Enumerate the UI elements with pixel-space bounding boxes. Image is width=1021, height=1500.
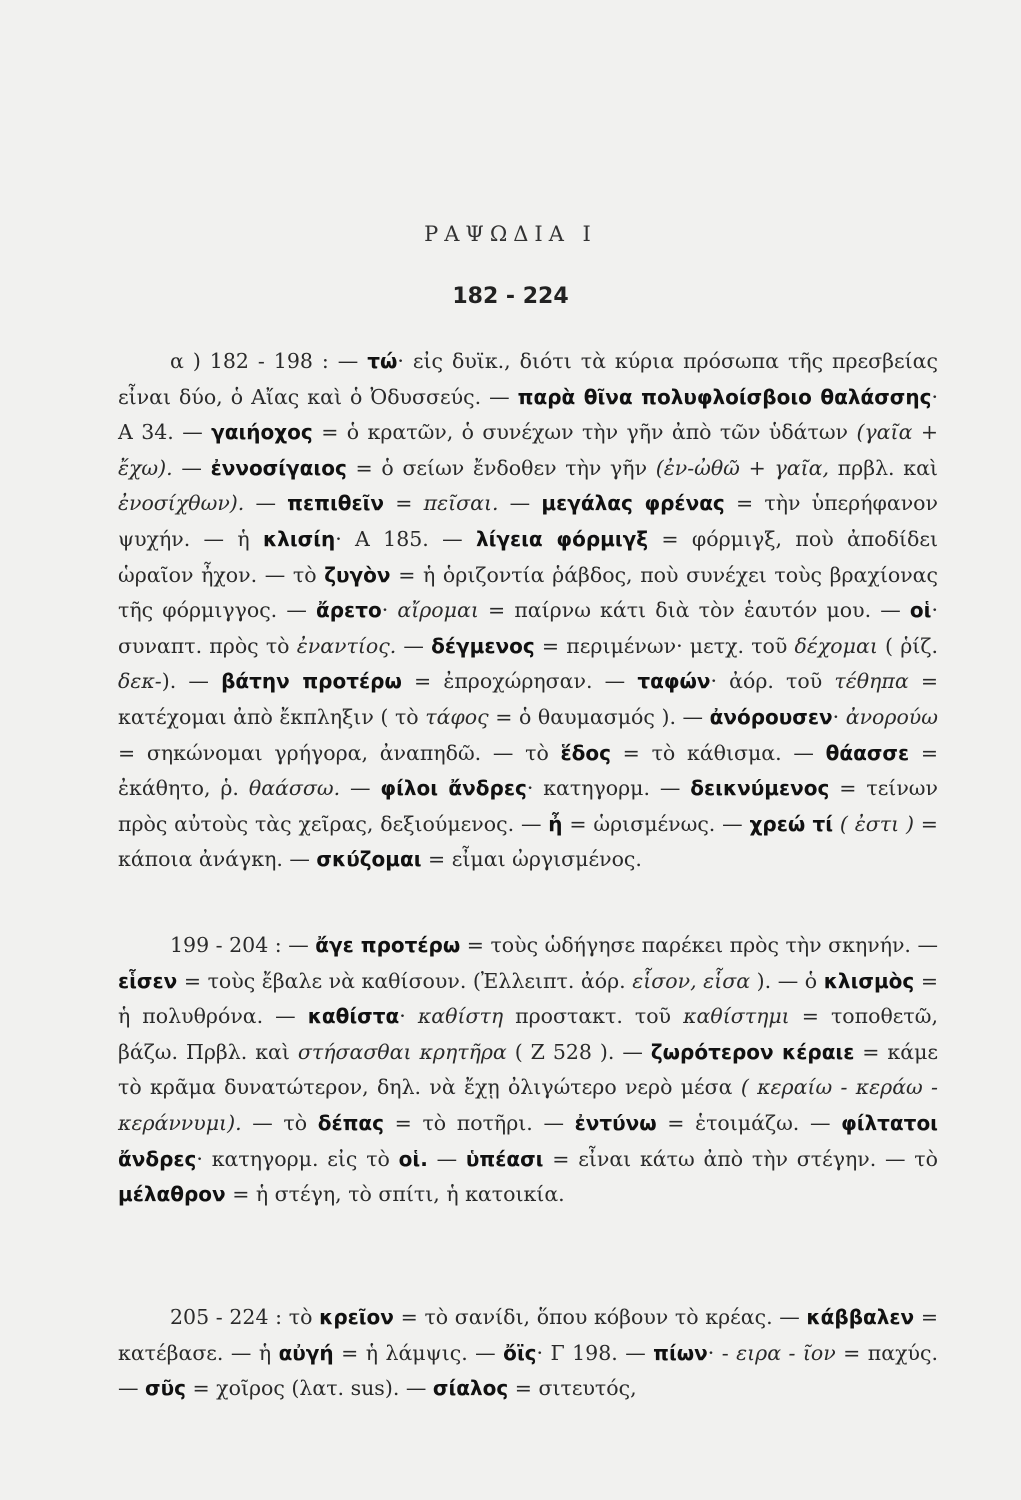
gloss-text: = παίρνω κάτι διὰ τὸν ἑαυτόν μου. — xyxy=(478,598,910,623)
headword: ἄρετο xyxy=(316,598,382,623)
gloss-text: · - xyxy=(707,1340,737,1365)
gloss-text: = τοποθετῶ, βάζω. Πρβλ. καὶ xyxy=(118,1004,938,1064)
italic-term: πεῖσαι. xyxy=(423,491,499,516)
headword: καθίστα xyxy=(307,1004,400,1029)
headword: οἱ xyxy=(909,598,932,623)
gloss-text: = ἡ πολυθρόνα. — xyxy=(118,968,939,1029)
gloss-text: = τὸ σανίδι, ὅπου κόβουν τὸ κρέας. — xyxy=(393,1305,807,1329)
gloss-text: = τοὺς ὡδήγησε παρέκει πρὸς τὴν σκηνήν. — xyxy=(460,933,938,957)
gloss-text: — xyxy=(340,776,381,801)
gloss-text: ). — ὁ xyxy=(750,968,824,993)
gloss-text: = κάποια ἀνάγκη. — xyxy=(118,811,938,872)
italic-term: δέχομαι xyxy=(794,633,878,658)
italic-term: ἐναντίος. xyxy=(296,633,397,658)
gloss-text: ( Ζ 528 ). — xyxy=(506,1039,651,1064)
gloss-text: = ἑτοιμάζω. — xyxy=(656,1110,842,1135)
gloss-text: ). — xyxy=(161,669,222,694)
headword: ἄγε προτέρω xyxy=(315,933,461,957)
gloss-text: — xyxy=(172,455,211,480)
gloss-text: = ἡ ὁριζοντία ῥάβδος, ποὺ συνέχει τοὺς βραχίονας τῆς φόρμιγγος. — xyxy=(118,562,938,623)
headword: φίλοι ἄνδρες xyxy=(380,776,527,801)
headword: σίαλος xyxy=(432,1376,509,1401)
gloss-text: = xyxy=(384,491,424,516)
headword: ἀνόρουσεν xyxy=(709,704,833,729)
commentary-paragraph-1 xyxy=(118,344,938,878)
italic-term: ἀνορούω xyxy=(845,704,938,729)
headword: δεικνύμενος xyxy=(690,776,830,801)
headword: θάασσε xyxy=(825,740,910,765)
gloss-text: · συναπτ. πρὸς τὸ xyxy=(118,598,938,658)
headword: ὄϊς xyxy=(503,1340,537,1365)
gloss-text: 199 - 204 : — xyxy=(170,933,316,957)
headword: ἐντύνω xyxy=(574,1110,657,1135)
gloss-text: = ὡρισμένως. — xyxy=(562,811,750,836)
gloss-text: · xyxy=(399,1004,418,1029)
gloss-text: = σηκώνομαι γρήγορα, ἀναπηδῶ. — τὸ xyxy=(118,740,561,765)
gloss-text: · ἀόρ. τοῦ xyxy=(710,669,835,694)
gloss-text: · κατηγορμ. εἰς τὸ xyxy=(196,1146,399,1171)
gloss-text: — xyxy=(427,1146,466,1171)
headword: πεπιθεῖν xyxy=(287,491,385,516)
italic-term: ( ἐστι ) xyxy=(839,811,914,836)
italic-term: τέθηπα xyxy=(834,669,909,694)
headword: γαιήοχος xyxy=(211,420,313,445)
headword: ζυγὸν xyxy=(324,562,391,587)
headword: οἱ. xyxy=(398,1146,428,1171)
headword: κρεῖον xyxy=(319,1305,394,1329)
italic-term: ( κεραίω - κεράω - κεράννυμι). xyxy=(118,1075,938,1135)
headword: δέπας xyxy=(317,1110,384,1135)
headword: ζωρότερον κέραιε xyxy=(650,1039,855,1064)
gloss-text: α ) 182 - 198 : — xyxy=(170,349,368,373)
gloss-text: = τοὺς ἔβαλε νὰ καθίσουν. (Ἐλλειπτ. ἀόρ. xyxy=(177,968,633,993)
headword: ὑπέασι xyxy=(465,1146,544,1171)
italic-term: δεκ- xyxy=(118,669,162,694)
gloss-text: · xyxy=(832,704,846,729)
italic-term: καθίστη xyxy=(417,1004,504,1029)
gloss-text: · xyxy=(381,598,398,623)
headword: ταφών xyxy=(637,669,711,694)
headword: βάτην προτέρω xyxy=(221,669,402,694)
commentary-paragraph-2 xyxy=(118,928,938,1213)
gloss-text: = παχύς. — xyxy=(118,1340,938,1401)
gloss-text: — xyxy=(396,633,432,658)
gloss-text: = τὸ ποτῆρι. — xyxy=(384,1110,575,1135)
headword: χρεώ τί xyxy=(749,811,834,836)
headword: μεγάλας φρένας xyxy=(541,491,725,516)
gloss-text: = σιτευτός, xyxy=(508,1376,637,1401)
headword: κάββαλεν xyxy=(806,1305,915,1329)
gloss-text: = εἶναι κάτω ἀπὸ τὴν στέγην. — τὸ xyxy=(543,1146,938,1171)
headword: μέλαθρον xyxy=(118,1182,226,1207)
gloss-text: = ἡ λάμψις. — xyxy=(333,1340,504,1365)
gloss-text xyxy=(833,812,840,836)
italic-term: τάφος xyxy=(425,704,489,729)
gloss-text: = κατέβασε. — ἡ xyxy=(118,1305,938,1365)
gloss-text: = ἡ στέγη, τὸ σπίτι, ἡ κατοικία. xyxy=(225,1182,565,1207)
gloss-text: = τὸ κάθισμα. — xyxy=(610,740,826,765)
gloss-text: — xyxy=(498,491,542,516)
italic-term: (ἐν-ὠθῶ + γαῖα, xyxy=(655,455,829,480)
headword: ἐννοσίγαιος xyxy=(210,455,347,480)
headword: ἕδος xyxy=(560,740,611,765)
gloss-text: = εἶμαι ὠργισμένος. xyxy=(421,847,642,872)
line-range-title: 182 - 224 xyxy=(452,284,569,309)
gloss-text: · κατηγορμ. — xyxy=(526,776,691,801)
gloss-text: = κάμε τὸ κρᾶμα δυνατώτερον, δηλ. νὰ ἔχῃ ὀλιγώτερο νερὸ μέσα xyxy=(118,1039,939,1100)
gloss-text: · εἰς δυϊκ., διότι τὰ κύρια πρόσωπα τῆς πρεσβείας εἶναι δύο, ὁ Αἴας καὶ ὁ Ὀδυσσεύς. — xyxy=(118,349,938,409)
italic-term: ἐνοσίχθων). xyxy=(118,491,245,516)
gloss-text: = κατέχομαι ἀπὸ ἔκπληξιν ( τὸ xyxy=(118,669,939,729)
headword: κλισμὸς xyxy=(823,968,915,993)
gloss-text: = ὁ θαυμασμός ). — xyxy=(488,704,710,729)
gloss-text: · Α 34. — xyxy=(118,384,938,445)
gloss-text: = τὴν ὑπερήφανον ψυχήν. — ἡ xyxy=(118,491,938,551)
headword: αὐγή xyxy=(278,1340,334,1365)
headword: πίων xyxy=(653,1340,708,1365)
headword: κλισίη xyxy=(262,526,336,551)
gloss-text: · Α 185. — xyxy=(335,526,476,551)
gloss-text: ( ῥίζ. xyxy=(877,633,938,658)
gloss-text: — xyxy=(244,491,288,516)
gloss-text: = ἐκάθητο, ῥ. xyxy=(118,740,938,801)
italic-term: στήσασθαι κρητῆρα xyxy=(297,1039,507,1064)
gloss-text: = φόρμιγξ, ποὺ ἀποδίδει ὡραῖον ἦχον. — τὸ xyxy=(118,526,939,587)
headword: δέγμενος xyxy=(431,633,535,658)
headword: φίλτατοι ἄνδρες xyxy=(118,1110,938,1171)
headword: σκύζομαι xyxy=(316,847,422,872)
headword: παρὰ θῖνα πολυφλοίσβοιο θαλάσσης xyxy=(517,384,932,409)
gloss-text: = χοῖρος (λατ. sus). — xyxy=(185,1376,433,1401)
italic-term: θαάσσω. xyxy=(248,776,341,801)
italic-term: αἴρομαι xyxy=(397,598,479,623)
gloss-text: = ὁ σείων ἔνδοθεν τὴν γῆν xyxy=(346,455,656,480)
italic-term: καθίστημι xyxy=(683,1004,790,1029)
gloss-text: = ἐπροχώρησαν. — xyxy=(401,669,638,694)
rhapsody-heading: ΡΑΨΩΔΙΑ Ι xyxy=(424,222,597,246)
commentary-paragraph-3 xyxy=(118,1300,938,1407)
italic-term: (γαῖα + ἔχω). xyxy=(118,420,938,480)
headword: εἷσεν xyxy=(118,968,178,993)
headword: ἦ xyxy=(548,811,563,836)
gloss-text: = τείνων πρὸς αὐτοὺς τὰς χεῖρας, δεξιούμενος. — xyxy=(118,776,938,836)
headword: λίγεια φόρμιγξ xyxy=(475,526,649,551)
gloss-text: = ὁ κρατῶν, ὁ συνέχων τὴν γῆν ἀπὸ τῶν ὑδάτων xyxy=(312,420,857,445)
italic-term: εἷσον, εἷσα xyxy=(632,968,751,993)
gloss-text: — τὸ xyxy=(241,1110,318,1135)
gloss-text: 205 - 224 : τὸ xyxy=(170,1305,320,1329)
headword: σῦς xyxy=(145,1376,186,1401)
gloss-text: · Γ 198. — xyxy=(536,1340,654,1365)
gloss-text: πρβλ. καὶ xyxy=(828,455,938,480)
gloss-text: προστακτ. τοῦ xyxy=(503,1004,684,1029)
italic-term: ειρα - ῖον xyxy=(736,1340,836,1365)
gloss-text: = περιμένων· μετχ. τοῦ xyxy=(534,633,795,658)
headword: τώ xyxy=(367,349,398,373)
